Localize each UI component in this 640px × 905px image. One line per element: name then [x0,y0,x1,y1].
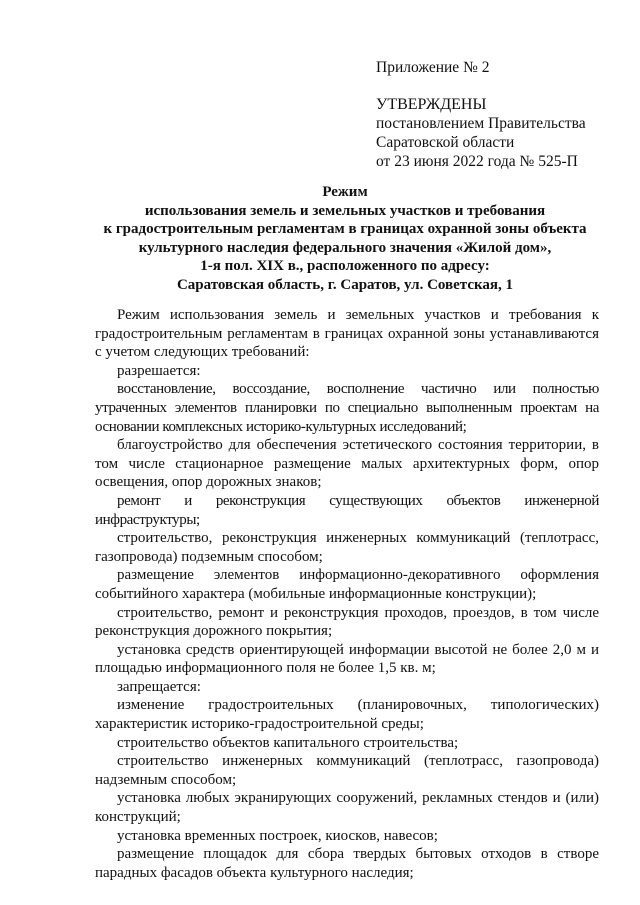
document-body [95,306,599,882]
allowed-item: восстановление, воссоздание, восполнение частично или полностью утраченных элементов планировки по специально выполненным проектам на основании комплексных историко-культурных исследований; [95,381,599,435]
title-line: к градостроительным регламентам в границах охранной зоны объекта [103,221,587,237]
document-title [90,183,600,294]
allowed-item: установка средств ориентирующей информации высотой не более 2,0 м и площадью информационного поля не более 1,5 кв. м; [95,641,599,677]
forbidden-item: установка любых экранирующих сооружений, рекламных стендов и (или) конструкций; [95,790,599,826]
allowed-item: строительство, реконструкция инженерных коммуникаций (теплотрасс, газопровода) подземным способом; [95,530,599,565]
title-line: 1-я пол. XIX в., расположенного по адресу: [200,258,490,274]
intro-paragraph: Режим использования земель и земельных участков и требования к градостроительным регламентам в границах охранной зоны устанавливаются с учетом следующих требований: [95,307,599,361]
allowed-item: благоустройство для обеспечения эстетического состояния территории, в том числе стационарное размещение малых архитектурных форм, опор освещения, опор дорожных знаков; [95,437,599,491]
approval-line: Саратовской области [376,134,515,151]
approval-line: постановлением Правительства [376,115,586,132]
allowed-item: размещение элементов информационно-декоративного оформления событийного характера (мобильные информационные конструкции); [95,567,599,602]
forbidden-item: установка временных построек, киосков, навесов; [117,827,438,844]
title-line: Саратовская область, г. Саратов, ул. Советская, 1 [176,276,514,293]
title-line: использования земель и земельных участков и требования [144,202,546,219]
title-line: Режим [322,184,368,200]
allowed-heading: разрешается: [117,362,201,379]
approval-block [376,58,626,171]
forbidden-item: строительство инженерных коммуникаций (теплотрасс, газопровода) надземным способом; [95,753,599,788]
forbidden-heading: запрещается: [117,678,201,695]
approval-date: от 23 июня 2022 года № 525-П [376,153,578,170]
allowed-item: ремонт и реконструкция существующих объектов инженерной инфраструктуры; [95,492,599,528]
forbidden-item: размещение площадок для сбора твердых бытовых отходов в створе парадных фасадов объекта культурного наследия; [95,846,599,881]
approved-heading: УТВЕРЖДЕНЫ [376,96,487,113]
forbidden-item: строительство объектов капитального строительства; [117,734,459,751]
appendix-number: Приложение № 2 [376,59,490,76]
forbidden-item: изменение градостроительных (планировочных, типологических) характеристик историко-градостроительной среды; [95,697,599,733]
title-line: культурного наследия федерального значения «Жилой дом», [138,239,552,256]
allowed-item: строительство, ремонт и реконструкция проходов, проездов, в том числе реконструкция дорожного покрытия; [95,604,599,640]
